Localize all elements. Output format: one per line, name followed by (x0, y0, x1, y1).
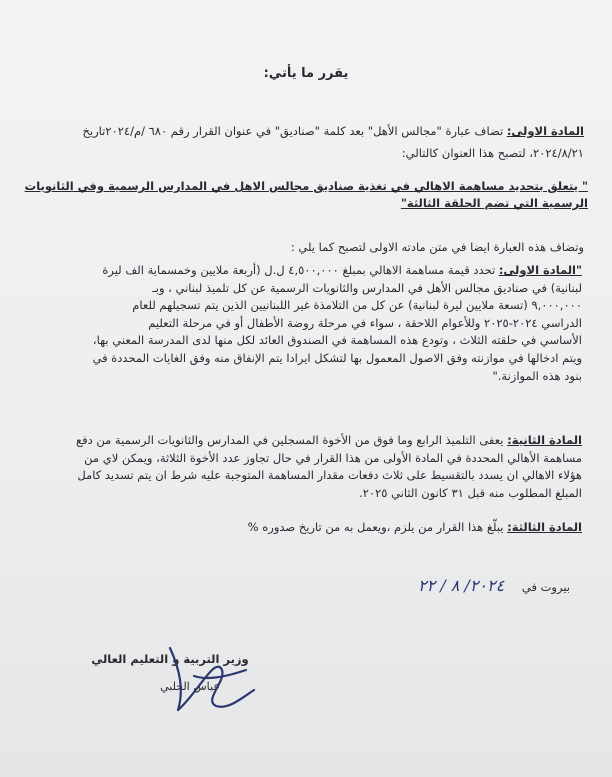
issue-date (418, 576, 570, 595)
article-1-line-6: ويتم ادخالها في موازنته وفق الاصول المعمول بها لتشكل ايرادا يتم الإنفاق منه وفق الغايات المحددة في (92, 350, 582, 365)
article-2-line-4: المبلغ المطلوب منه قبل ٣١ كانون الثاني ٢٠٢٥. (359, 485, 582, 500)
article-1-line-2: لبنانية) في صناديق مجالس الأهل في المدارس والثانويات الرسمية عن كل تلميذ لبناني ، وبـ (152, 280, 582, 295)
article-1-label-intro: المادة الاولى: (506, 124, 584, 138)
article-2-label: المادة الثانية: (507, 433, 582, 447)
decision-heading: يقرر ما يأتي: (263, 66, 349, 81)
article-1-block (24, 262, 582, 385)
article-1-line-7: بنود هذه الموازنة." (492, 368, 582, 383)
article-1-line-5: الأساسي في حلقته الثلاث ، وتودع هذه المساهمة في الصندوق العائد لكل منها لدى المدرسة المعني بها، (92, 333, 582, 348)
handwritten-signature-icon (150, 640, 270, 720)
date-place: بيروت في (521, 580, 570, 594)
article-2-text-1: يعفى التلميذ الرابع وما فوق من الأخوة المسجلين في المدارس والثانويات الرسمية من دفع (75, 433, 504, 447)
article-1-line-3: ٩,٠٠٠,٠٠٠ (تسعة ملايين ليرة لبنانية) عن كل من التلامذة غير اللبنانيين الذين يتم تسجيلهم للعام (132, 298, 582, 313)
article-3-text: يبلّغ هذا القرار من يلزم ،ويعمل به من تاريخ صدوره % (247, 520, 504, 534)
subject-block (24, 178, 588, 212)
article-1-line-4: الدراسي ٢٠٢٤-٢٠٢٥ وللأعوام اللاحقة ، سواء في مرحلة روضة الأطفال أو في مرحلة التعليم (148, 315, 582, 330)
article-1-text-1: تحدد قيمة مساهمة الاهالي بمبلغ ٤,٥٠٠,٠٠٠ ل.ل (أربعة ملايين وخمسماية الف ليرة (102, 263, 496, 277)
addition-line: وتضاف هذه العبارة ايضا في متن مادته الاولى لتصبح كما يلي : (290, 240, 584, 254)
subject-line-1: " يتعلق بتحديد مساهمة الاهالي في تغذية صناديق مجالس الاهل في المدارس الرسمية وفي الثانويات (24, 179, 588, 193)
article-3-line (24, 519, 582, 537)
article-1-label: "المادة الاولى: (498, 263, 582, 277)
subject-line-2: الرسمية التي تضم الحلقة الثالثة" (400, 196, 588, 210)
article-2-line-2: مساهمة الأهالي المحددة في المادة الأولى من هذا القرار في حال تجاوز عدد الأخوة الثلاثة، ويمكن لاي من (84, 450, 582, 465)
article-2-line-1 (24, 432, 582, 450)
article-3-block (24, 519, 582, 537)
minister-name: عباس الحلبي (160, 680, 220, 693)
article-2-block (24, 432, 582, 502)
minister-title: وزير التربية و التعليم العالي (91, 652, 249, 666)
intro-text-1: تضاف عبارة "مجالس الأهل" بعد كلمة "صناديق" في عنوان القرار رقم ٦٨٠ /م/٢٠٢٤تاريخ (82, 124, 504, 138)
intro-line-2: ٢٠٢٤/٨/٢١، لتصبح هذا العنوان كالتالي: (401, 146, 584, 160)
intro-line-1 (24, 124, 584, 139)
handwritten-date: ٢٠٢٤/ ٨ / ٢٢ (418, 576, 505, 595)
article-3-label: المادة الثالثة: (507, 520, 582, 534)
article-1-line-1 (24, 262, 582, 280)
article-2-line-3: هؤلاء الاهالي ان يسدد بالتقسيط على ثلاث دفعات مقدار المساهمة المتوجبة عليه شرط ان يتم تسديد كامل (77, 468, 582, 483)
